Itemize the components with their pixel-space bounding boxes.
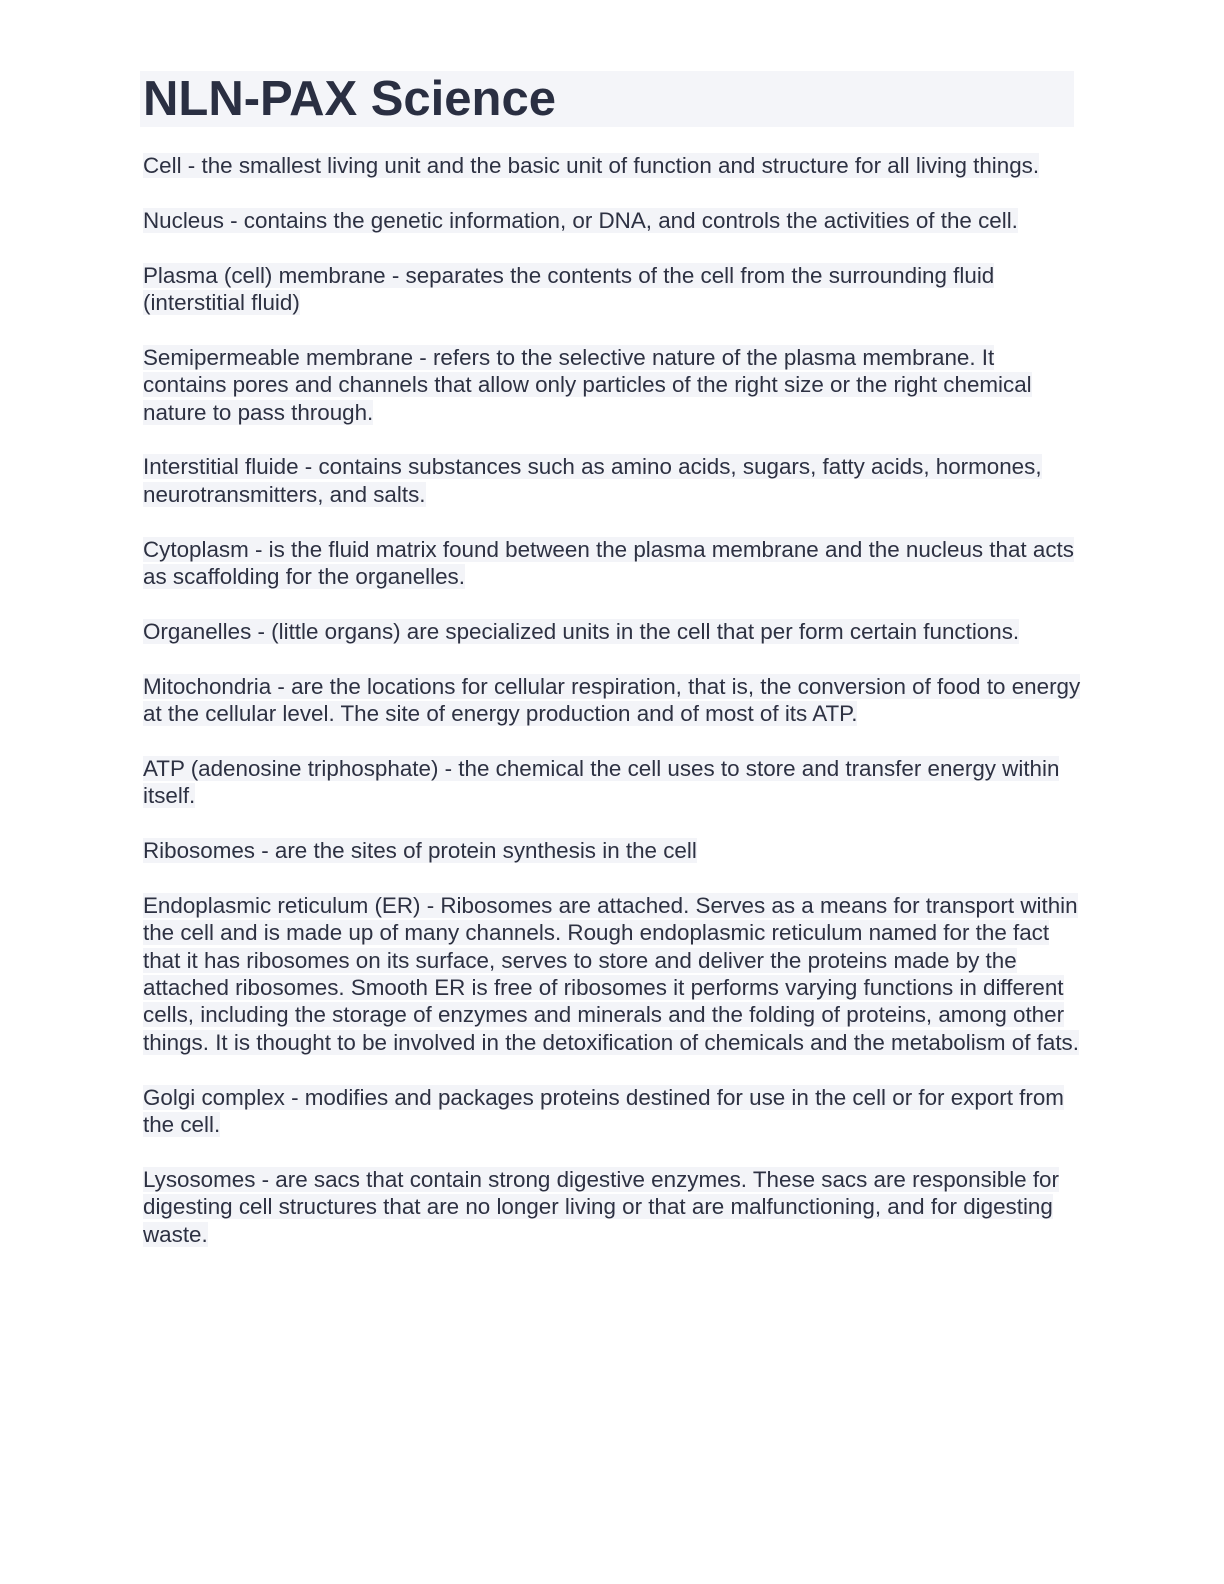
entry-text: Lysosomes - are sacs that contain strong digestive enzymes. These sacs are responsible for digesting cell structures that are no longer living or that are malfunctioning, and for digesting waste. xyxy=(143,1166,1059,1247)
entry-text: ATP (adenosine triphosphate) - the chemical the cell uses to store and transfer energy within itself. xyxy=(143,755,1060,809)
glossary-entry-semipermeable-membrane xyxy=(143,344,1083,426)
glossary-entry-plasma-membrane xyxy=(143,262,1083,317)
glossary-entry-endoplasmic-reticulum xyxy=(143,892,1083,1056)
entry-text: Golgi complex - modifies and packages proteins destined for use in the cell or for export from the cell. xyxy=(143,1084,1064,1138)
entry-text: Interstitial fluide - contains substances such as amino acids, sugars, fatty acids, hormones, neurotransmitters, and salts. xyxy=(143,454,1042,507)
page-title: NLN-PAX Science xyxy=(143,72,556,126)
glossary-entry-golgi-complex xyxy=(143,1084,1083,1139)
entry-text: Cytoplasm - is the fluid matrix found between the plasma membrane and the nucleus that acts as scaffolding for the organelles. xyxy=(143,536,1074,590)
glossary-list xyxy=(143,152,1083,1275)
glossary-entry-nucleus xyxy=(143,207,1083,234)
entry-text: Organelles - (little organs) are specialized units in the cell that per form certain functions. xyxy=(143,618,1020,644)
glossary-entry-mitochondria xyxy=(143,673,1083,728)
glossary-entry-atp xyxy=(143,755,1083,810)
entry-text: Plasma (cell) membrane - separates the contents of the cell from the surrounding fluid (interstitial fluid) xyxy=(143,262,995,315)
entry-text: Mitochondria - are the locations for cellular respiration, that is, the conversion of food to energy at the cellular level. The site of energy production and of most of its ATP. xyxy=(143,673,1081,727)
entry-text: Nucleus - contains the genetic information, or DNA, and controls the activities of the cell. xyxy=(143,207,1018,233)
glossary-entry-cytoplasm xyxy=(143,536,1083,591)
glossary-entry-cell xyxy=(143,152,1083,179)
glossary-entry-interstitial-fluid xyxy=(143,453,1083,508)
glossary-entry-ribosomes xyxy=(143,837,1083,864)
entry-text: Ribosomes - are the sites of protein synthesis in the cell xyxy=(143,838,697,864)
glossary-entry-lysosomes xyxy=(143,1166,1083,1248)
glossary-entry-organelles xyxy=(143,618,1083,645)
entry-text: Semipermeable membrane - refers to the selective nature of the plasma membrane. It contains pores and channels that allow only particles of the right size or the right chemical nature to pass through. xyxy=(143,344,1032,425)
entry-text: Cell - the smallest living unit and the basic unit of function and structure for all living things. xyxy=(143,153,1040,178)
entry-text: Endoplasmic reticulum (ER) - Ribosomes are attached. Serves as a means for transport within the cell and is made up of many channels. Rough endoplasmic reticulum named for the fact that it has ribosomes on its surface, serves to store and deliver the proteins made by the attached ribosomes. Smooth ER is free of ribosomes it performs varying functions in different cells, including the storage of enzymes and minerals and the folding of proteins, among other things. It is thought to be involved in the detoxification of chemicals and the metabolism of fats. xyxy=(143,892,1079,1055)
